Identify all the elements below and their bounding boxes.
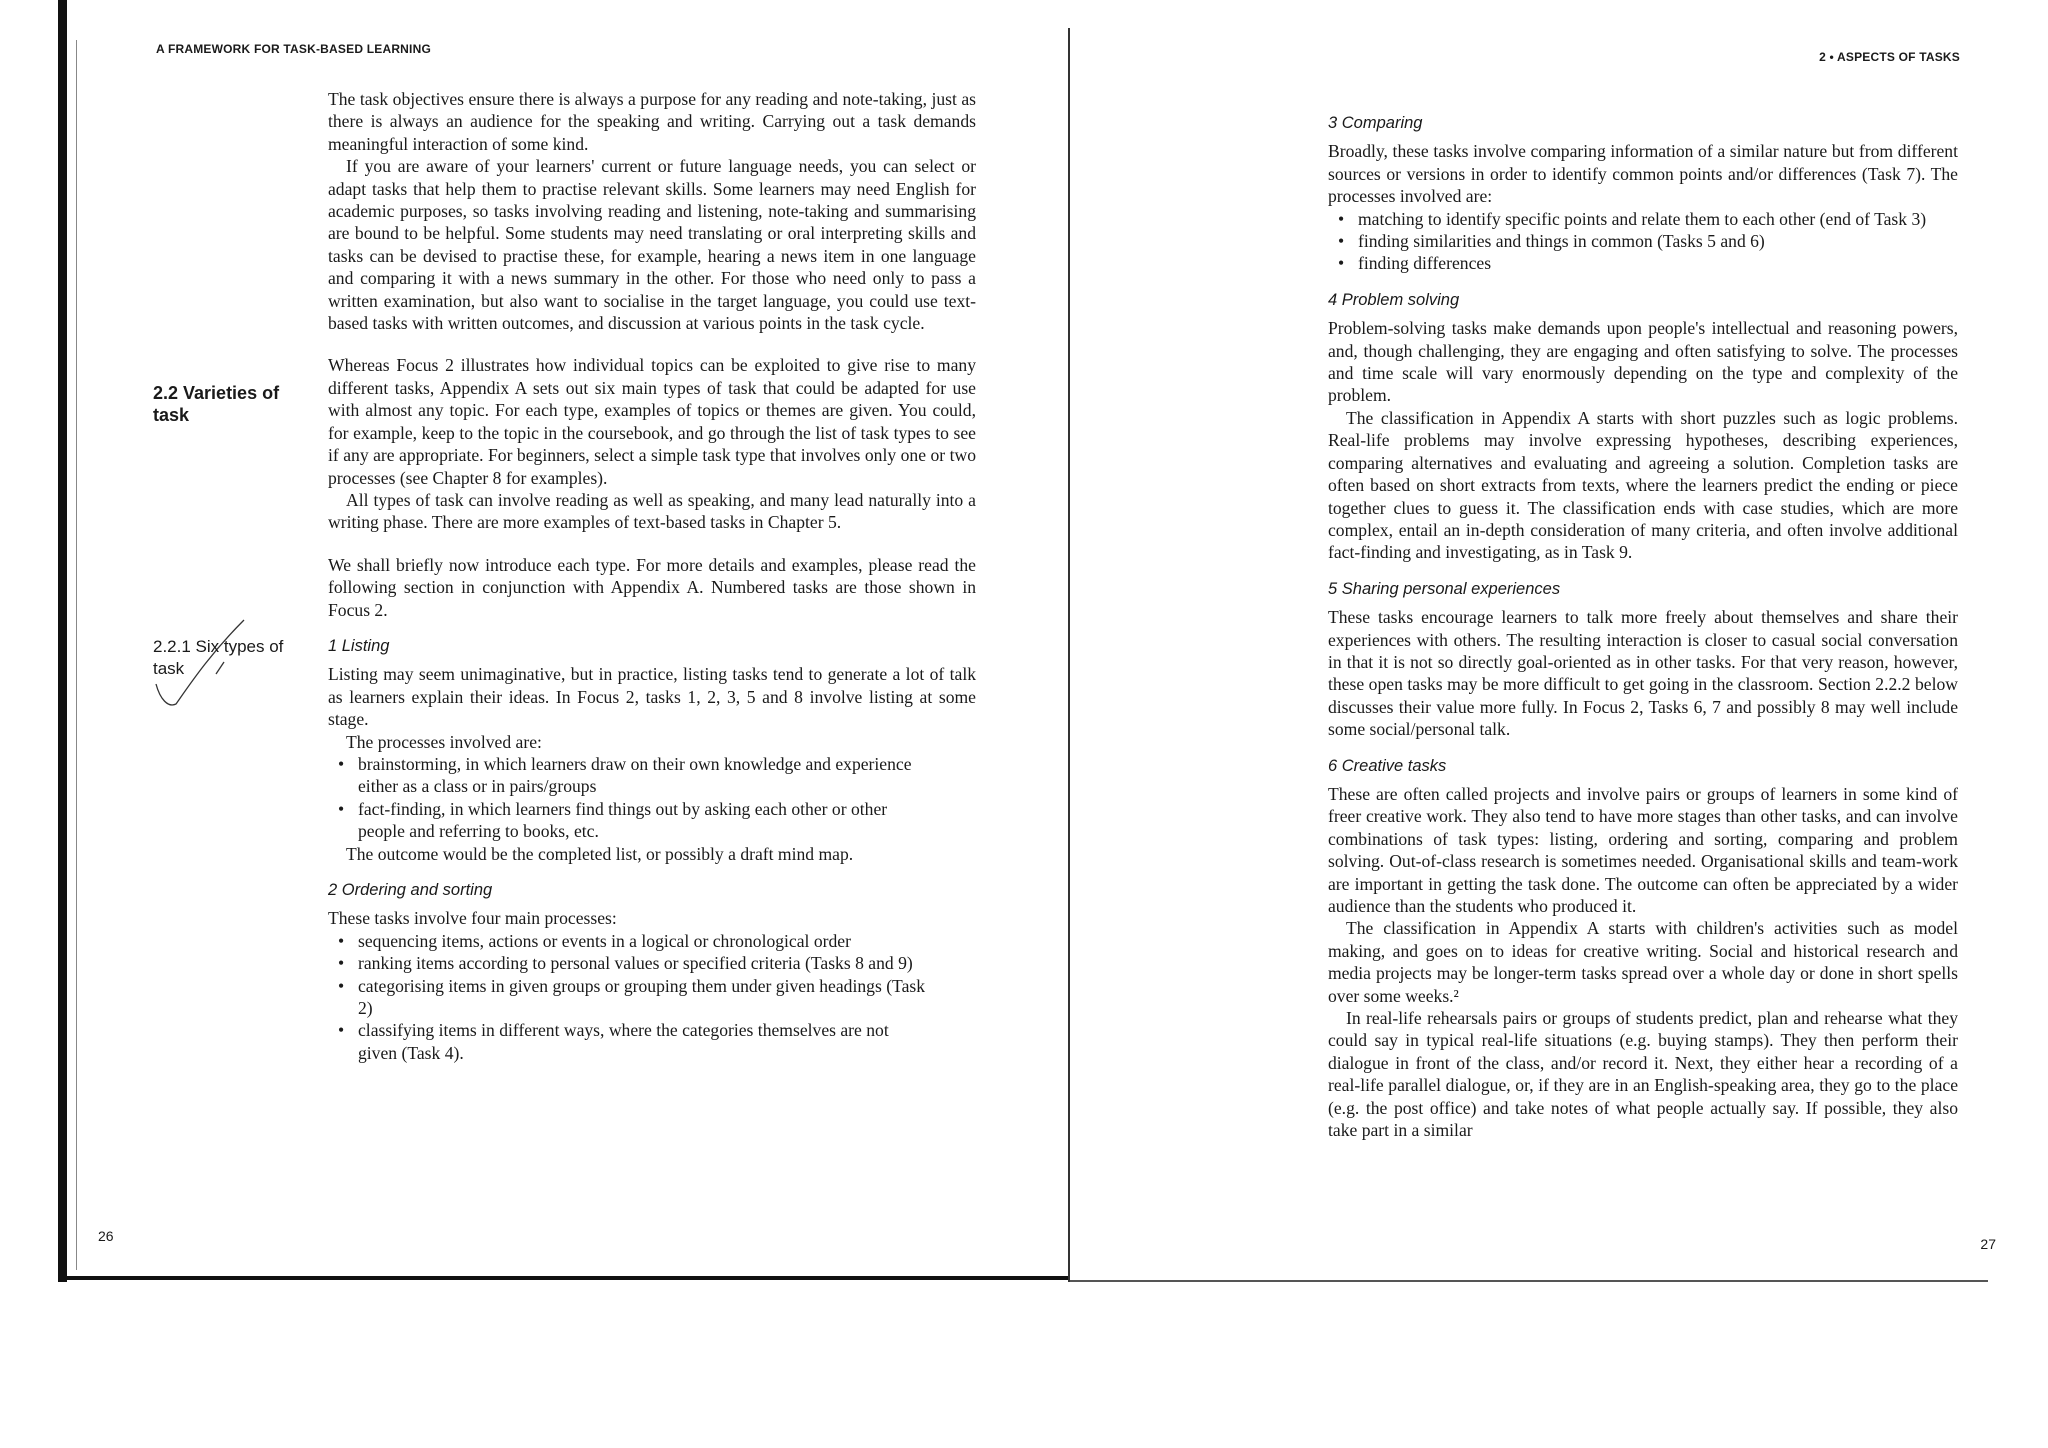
running-head-left: A FRAMEWORK FOR TASK-BASED LEARNING: [156, 42, 431, 56]
intro-paragraph-1: The task objectives ensure there is always a purpose for any reading and note-taking, just as there is always an audience for the speaking and writing. Carrying out a task demands meaningful interaction of some kind.: [328, 89, 976, 154]
creative-paragraph-3: In real-life rehearsals pairs or groups of students predict, plan and rehearse what they could say in typical real-life situations (e.g. buying stamps). They then perform their dialogue in front of the class, and/or record it. Next, they either hear a recording of a real-life parallel dialogue, or, if they are in an English-speaking area, they go to the place (e.g. the post office) and take notes of what people actually say. If possible, they also take part in a similar: [1328, 1008, 1958, 1141]
creative-paragraph-1: These are often called projects and involve pairs or groups of learners in some kind of freer creative work. They also tend to have more stages than other tasks, and can involve combinations of task types: listing, ordering and sorting, comparing and problem solving. Out-of-class research is sometimes needed. Organisational skills and team-work are important in getting the task done. The outcome can often be appreciated by a wider audience than the students who produced it.: [1328, 783, 1958, 916]
list-item: • categorising items in given groups or grouping them under given headings (Task 2): [358, 975, 928, 1020]
list-item: • fact-finding, in which learners find things out by asking each other or other people and referring to books, etc.: [358, 798, 928, 843]
listing-processes-intro: The processes involved are:: [346, 731, 542, 752]
problem-solving-heading: 4 Problem solving: [1328, 290, 1460, 309]
listing-heading: 1 Listing: [328, 636, 390, 655]
right-page: [1070, 0, 2048, 1290]
page-number-left: 26: [98, 1228, 114, 1244]
comparing-bullets: [1328, 208, 1958, 275]
creative-paragraph-2: The classification in Appendix A starts with children's activities such as model making, and goes on to ideas for creative writing. Social and historical research and media projects may be longer-term tasks spread over a whole day or done in short spells over some weeks.²: [1328, 918, 1958, 1006]
section-heading: 2.2 Varieties of task: [153, 383, 280, 425]
left-page: [0, 0, 1068, 1290]
listing-text: Listing may seem unimaginative, but in practice, listing tasks tend to generate a lot of talk as learners explain their ideas. In Focus 2, tasks 1, 2, 3, 5 and 8 involve listing at some stage.: [328, 664, 976, 730]
list-item: • classifying items in different ways, where the categories themselves are not given (Task 4).: [358, 1019, 928, 1064]
listing-outcome: The outcome would be the completed list, or possibly a draft mind map.: [346, 843, 854, 864]
six-types-paragraph: We shall briefly now introduce each type. For more details and examples, please read the following section in conjunction with Appendix A. Numbered tasks are those shown in Focus 2.: [328, 554, 976, 620]
intro-paragraph-2: If you are aware of your learners' current or future language needs, you can select or adapt tasks that help them to practise relevant skills. Some learners may need English for academic purposes, so tasks involving reading and listening, note-taking and summarising are bound to be helpful. Some students may need translating or oral interpreting skills and tasks can be devised to practise these, for example, hearing a news item in one language and comparing it with a news summary in the other. For those who need only to pass a written examination, but also want to socialise in the target language, you could use text-based tasks with written outcomes, and discussion at various points in the task cycle.: [328, 156, 976, 334]
subsection-heading: 2.2.1 Six types of task: [153, 637, 284, 678]
running-head-right: 2 • ASPECTS OF TASKS: [1819, 50, 1960, 64]
right-body-column: [1328, 112, 1958, 1141]
page-number-right: 27: [1980, 1236, 1996, 1252]
problem-solving-paragraph-2: The classification in Appendix A starts with short puzzles such as logic problems. Real-life problems may involve expressing hypotheses, describing experiences, comparing alternatives and evaluating and agreeing a solution. Completion tasks are often based on short extracts from texts, where the learners predict the ending or piece together clues to guess it. The classification ends with case studies, which are more complex, entail an in-depth consideration of many criteria, and often involve additional fact-finding and investigating, as in Task 9.: [1328, 407, 1958, 563]
problem-solving-paragraph-1: Problem-solving tasks make demands upon people's intellectual and reasoning powers, and, though challenging, they are engaging and often satisfying to solve. The processes and time scale will vary enormously depending on the type and complexity of the problem.: [1328, 318, 1958, 406]
list-item: • finding similarities and things in common (Tasks 5 and 6): [1358, 230, 1958, 252]
left-body-column: [328, 88, 976, 1064]
sharing-text: These tasks encourage learners to talk more freely about themselves and share their experiences with others. The resulting interaction is closer to casual social conversation in that it is not so directly goal-oriented as in other tasks. For that very reason, however, these open tasks may be more difficult to get going in the classroom. Section 2.2.2 below discusses their value more fully. In Focus 2, Tasks 6, 7 and possibly 8 may well include some social/personal talk.: [1328, 607, 1958, 740]
list-item: • ranking items according to personal values or specified criteria (Tasks 8 and 9): [358, 952, 928, 974]
listing-bullets: [328, 753, 928, 843]
ordering-heading: 2 Ordering and sorting: [328, 881, 493, 899]
list-item: • brainstorming, in which learners draw on their own knowledge and experience either as a class or in pairs/groups: [358, 753, 928, 798]
list-item: • sequencing items, actions or events in a logical or chronological order: [358, 930, 928, 952]
creative-heading: 6 Creative tasks: [1328, 756, 1447, 775]
comparing-heading: 3 Comparing: [1328, 114, 1423, 132]
list-item: • matching to identify specific points and relate them to each other (end of Task 3): [1358, 208, 1958, 230]
ordering-intro: These tasks involve four main processes:: [328, 908, 617, 929]
list-item: • finding differences: [1358, 252, 1958, 274]
varieties-paragraph-2: All types of task can involve reading as well as speaking, and many lead naturally into a writing phase. There are more examples of text-based tasks in Chapter 5.: [328, 489, 976, 533]
sharing-heading: 5 Sharing personal experiences: [1328, 579, 1561, 598]
ordering-bullets: [328, 930, 928, 1064]
varieties-paragraph-1: Whereas Focus 2 illustrates how individual topics can be exploited to give rise to many different tasks, Appendix A sets out six main types of task that could be adapted for use with almost any topic. For each type, examples of topics or themes are given. You could, for example, keep to the topic in the coursebook, and go through the list of task types to see if any are appropriate. For beginners, select a simple task type that involves only one or two processes (see Chapter 8 for examples).: [328, 355, 976, 488]
comparing-text: Broadly, these tasks involve comparing information of a similar nature but from different sources or versions in order to identify common points and/or differences (Task 7). The processes involved are:: [1328, 141, 1958, 207]
